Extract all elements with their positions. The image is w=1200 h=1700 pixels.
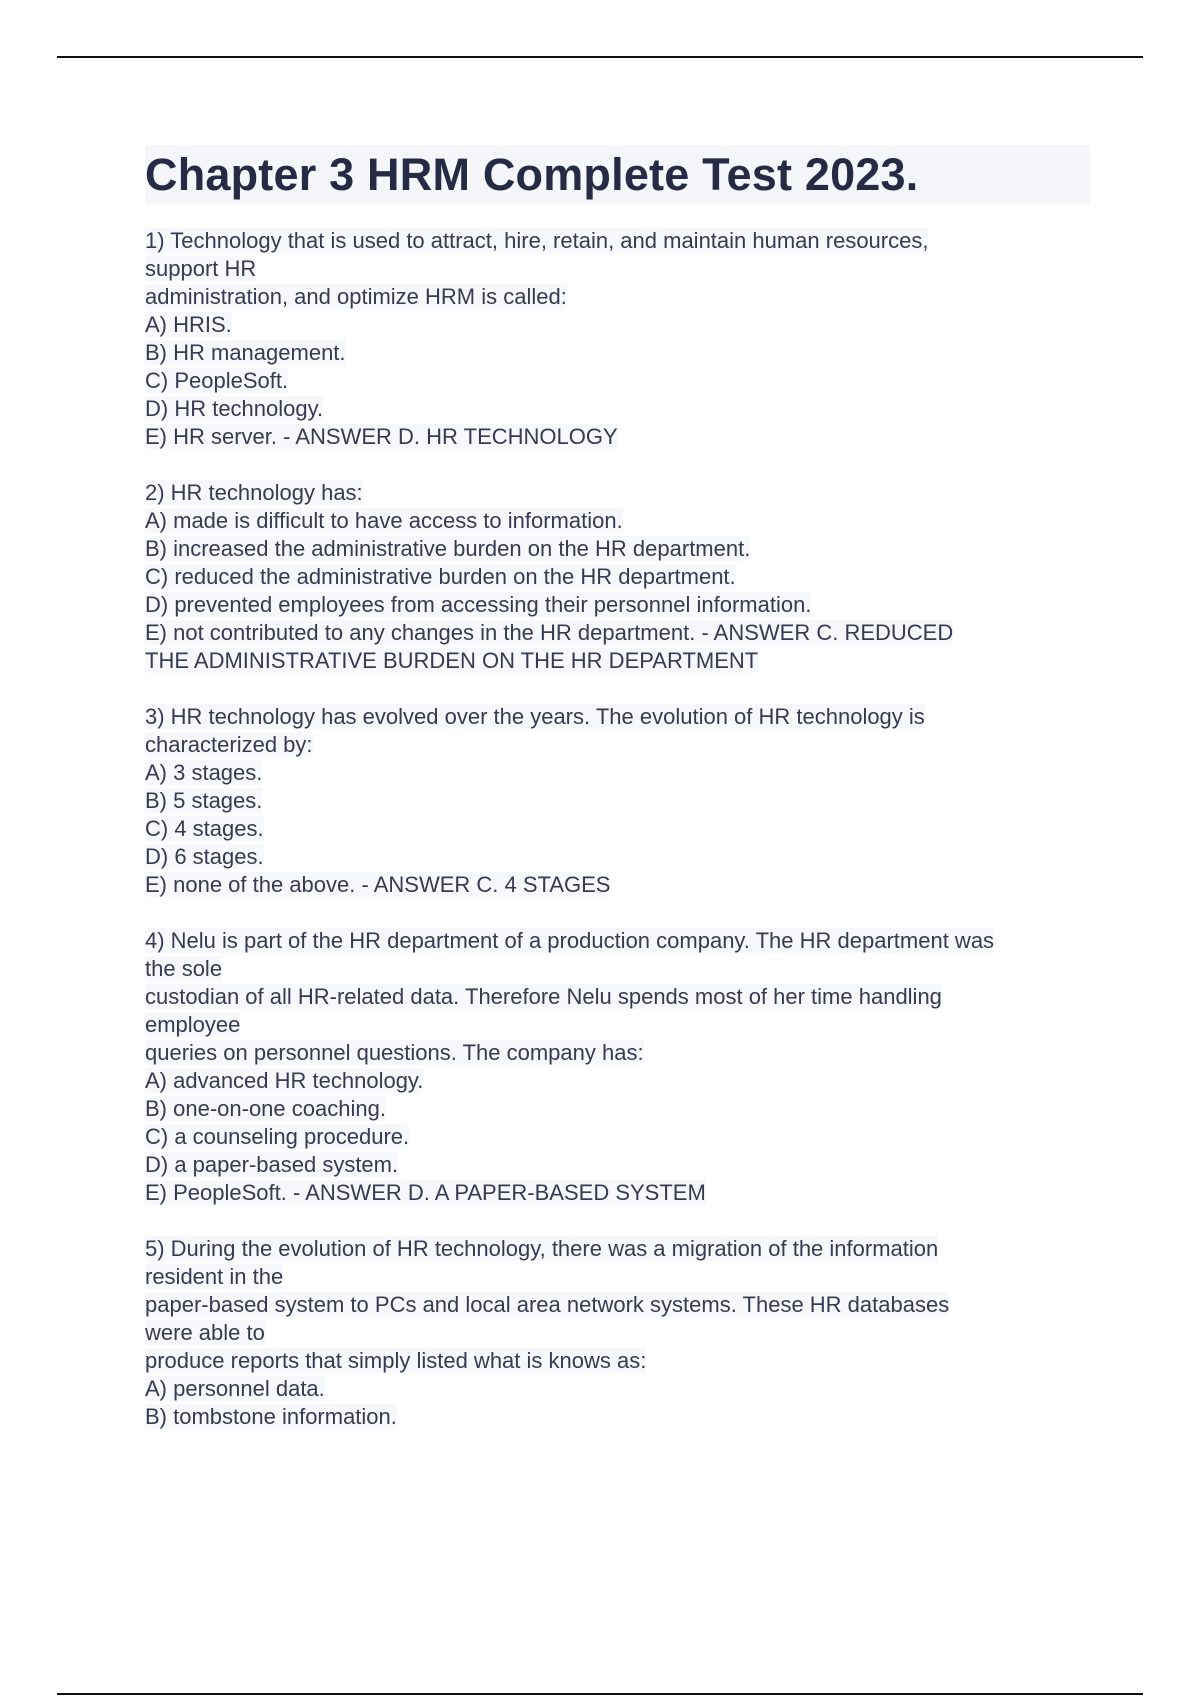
question-line: resident in the: [145, 1264, 284, 1289]
answer-option: C) a counseling procedure.: [145, 1124, 410, 1149]
question-1: [145, 227, 1090, 451]
question-3: [145, 703, 1090, 899]
answer-option: B) one-on-one coaching.: [145, 1096, 386, 1121]
answer-option: THE ADMINISTRATIVE BURDEN ON THE HR DEPARTMENT: [145, 648, 759, 673]
answer-option: E) none of the above. - ANSWER C. 4 STAGES: [145, 872, 611, 897]
question-line: custodian of all HR-related data. Therefore Nelu spends most of her time handling: [145, 984, 942, 1009]
question-5: [145, 1235, 1090, 1431]
answer-option: A) HRIS.: [145, 312, 232, 337]
question-line: 4) Nelu is part of the HR department of a production company. The HR department was: [145, 928, 995, 953]
answer-option: C) reduced the administrative burden on the HR department.: [145, 564, 736, 589]
answer-option: E) HR server. - ANSWER D. HR TECHNOLOGY: [145, 424, 618, 449]
page-title: Chapter 3 HRM Complete Test 2023.: [145, 145, 1090, 205]
question-line: were able to: [145, 1320, 265, 1345]
question-line: employee: [145, 1012, 241, 1037]
answer-option: E) not contributed to any changes in the HR department. - ANSWER C. REDUCED: [145, 620, 954, 645]
question-line: the sole: [145, 956, 223, 981]
answer-option: A) advanced HR technology.: [145, 1068, 424, 1093]
answer-option: C) 4 stages.: [145, 816, 264, 841]
question-line: 1) Technology that is used to attract, hire, retain, and maintain human resources,: [145, 228, 929, 253]
question-line: 3) HR technology has evolved over the years. The evolution of HR technology is: [145, 704, 925, 729]
top-rule: [57, 56, 1143, 58]
question-line: queries on personnel questions. The company has:: [145, 1040, 644, 1065]
question-4: [145, 927, 1090, 1207]
question-list: [145, 227, 1090, 1431]
question-line: administration, and optimize HRM is called:: [145, 284, 567, 309]
answer-option: B) HR management.: [145, 340, 346, 365]
answer-option: A) made is difficult to have access to information.: [145, 508, 623, 533]
answer-option: C) PeopleSoft.: [145, 368, 289, 393]
question-2: [145, 479, 1090, 675]
question-line: paper-based system to PCs and local area network systems. These HR databases: [145, 1292, 950, 1317]
answer-option: A) personnel data.: [145, 1376, 325, 1401]
answer-option: B) increased the administrative burden on the HR department.: [145, 536, 751, 561]
question-line: 2) HR technology has:: [145, 480, 363, 505]
document-body: [145, 145, 1090, 1459]
question-line: produce reports that simply listed what is knows as:: [145, 1348, 647, 1373]
answer-option: B) tombstone information.: [145, 1404, 397, 1429]
answer-option: B) 5 stages.: [145, 788, 263, 813]
answer-option: D) 6 stages.: [145, 844, 264, 869]
answer-option: E) PeopleSoft. - ANSWER D. A PAPER-BASED SYSTEM: [145, 1180, 706, 1205]
question-line: characterized by:: [145, 732, 313, 757]
answer-option: A) 3 stages.: [145, 760, 263, 785]
question-line: 5) During the evolution of HR technology, there was a migration of the information: [145, 1236, 939, 1261]
bottom-rule: [57, 1693, 1143, 1695]
answer-option: D) a paper-based system.: [145, 1152, 399, 1177]
answer-option: D) HR technology.: [145, 396, 324, 421]
answer-option: D) prevented employees from accessing their personnel information.: [145, 592, 812, 617]
question-line: support HR: [145, 256, 257, 281]
